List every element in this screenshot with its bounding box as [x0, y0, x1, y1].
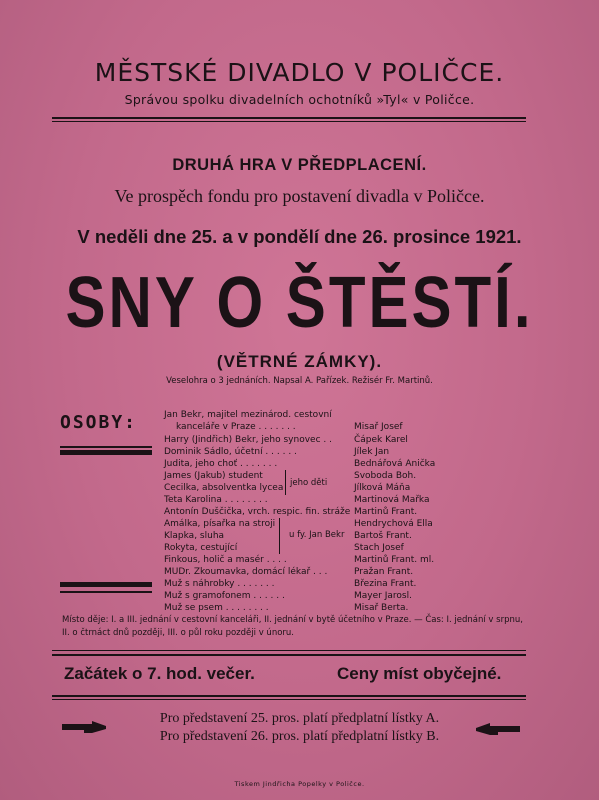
cast-role: James (Jakub) student — [164, 471, 263, 481]
cast-role: Muž s náhrobky . . . . . . . — [164, 579, 275, 589]
pointing-hand-icon — [474, 722, 520, 736]
cast-role: Jan Bekr, majitel mezinárod. cestovní — [164, 410, 332, 420]
footer-rule — [52, 695, 526, 697]
group-note-employees: u fy. Jan Bekr — [289, 530, 345, 540]
ornament-bar — [60, 591, 152, 593]
group-brace — [279, 518, 280, 554]
benefit-line: Ve prospěch fondu pro postavení divadla v Poličce. — [114, 186, 485, 206]
performance-date: V neděli dne 25. a v pondělí dne 26. prosince 1921. — [77, 226, 522, 247]
ticket-note-b: Pro představení 26. pros. platí předplatní lístky B. — [159, 729, 440, 744]
cast-role: Judita, jeho choť . . . . . . . — [164, 459, 278, 469]
setting-note: Místo děje: I. a III. jednání v cestovní kanceláři, II. jednání v bytě účetního v Praze. — Čas: I. jednání v srpnu, II. o čtrnáct dnů později, III. o půl roku později v únoru. — [62, 615, 523, 638]
cast-role: Klapka, sluha — [164, 531, 225, 541]
cast-actor: Březina Frant. — [354, 579, 417, 589]
cast-role: Finkous, holič a masér . . . . — [164, 555, 287, 565]
footer-rule — [52, 650, 526, 651]
cast-actor: Stach Josef — [354, 543, 404, 553]
cast-heading: OSOBY: — [60, 412, 138, 433]
seat-prices: Ceny míst obyčejné. — [337, 664, 502, 683]
cast-actor: Martinů Frant. — [354, 507, 418, 517]
ornament-bar — [60, 582, 152, 587]
printer-credit: Tiskem Jindřicha Popelky v Poličce. — [234, 780, 365, 788]
subscription-note: DRUHÁ HRA V PŘEDPLACENÍ. — [172, 156, 427, 174]
group-brace — [285, 470, 286, 495]
cast-role: Dominik Sádlo, účetní . . . . . . — [164, 447, 297, 457]
ornament-bar — [60, 446, 152, 448]
play-title: SNY O ŠTĚSTÍ. — [65, 262, 534, 343]
cast-actor: Hendrychová Ella — [354, 519, 433, 529]
cast-actor: Čápek Karel — [354, 435, 408, 445]
cast-actor: Martinů Frant. ml. — [354, 555, 435, 565]
footer-rule — [52, 699, 526, 700]
cast-actor: Misař Josef — [354, 422, 403, 432]
cast-role: Amálka, písařka na stroji — [164, 519, 276, 529]
cast-actor: Svoboda Boh. — [354, 471, 417, 481]
cast-actor: Jílek Jan — [354, 447, 390, 457]
cast-role: kanceláře v Praze . . . . . . . — [176, 422, 296, 432]
cast-actor: Jílková Máňa — [354, 483, 411, 493]
cast-actor: Bednářová Anička — [354, 459, 436, 469]
cast-role: Teta Karolina . . . . . . . . — [164, 495, 268, 505]
cast-actor: Bartoš Frant. — [354, 531, 412, 541]
theatre-name: MĚSTSKÉ DIVADLO V POLIČCE. — [94, 58, 505, 87]
cast-actor: Misař Berta. — [354, 603, 409, 613]
cast-role: Muž s gramofonem . . . . . . — [164, 591, 285, 601]
header-rule-thin — [52, 121, 526, 122]
ornament-bar — [60, 450, 152, 455]
cast-role: MUDr. Zkoumavka, domácí lékař . . . — [164, 567, 328, 577]
society-line: Správou spolku divadelních ochotníků »Tyl« v Poličce. — [124, 92, 475, 107]
start-time: Začátek o 7. hod. večer. — [64, 664, 255, 683]
cast-role: Cecilka, absolventka lycea — [164, 483, 284, 493]
play-credits: Veselohra o 3 jednáních. Napsal A. Pařízek. Režisér Fr. Martinů. — [166, 376, 433, 386]
cast-actor: Pražan Frant. — [354, 567, 414, 577]
cast-role: Harry (Jindřich) Bekr, jeho synovec . . — [164, 435, 332, 445]
play-alt-title: (VĚTRNÉ ZÁMKY). — [216, 352, 383, 371]
cast-actor: Martinová Mařka — [354, 495, 430, 505]
group-note-children: jeho děti — [290, 478, 328, 488]
cast-actor: Mayer Jarosl. — [354, 591, 412, 601]
cast-role: Muž se psem . . . . . . . . — [164, 603, 269, 613]
cast-role: Antonín Duščička, vrch. respic. fin. stráže — [164, 507, 351, 517]
cast-role: Rokyta, cestující — [164, 543, 238, 553]
header-rule — [52, 117, 526, 119]
footer-rule — [52, 654, 526, 656]
ticket-note-a: Pro představení 25. pros. platí předplatní lístky A. — [159, 711, 440, 726]
